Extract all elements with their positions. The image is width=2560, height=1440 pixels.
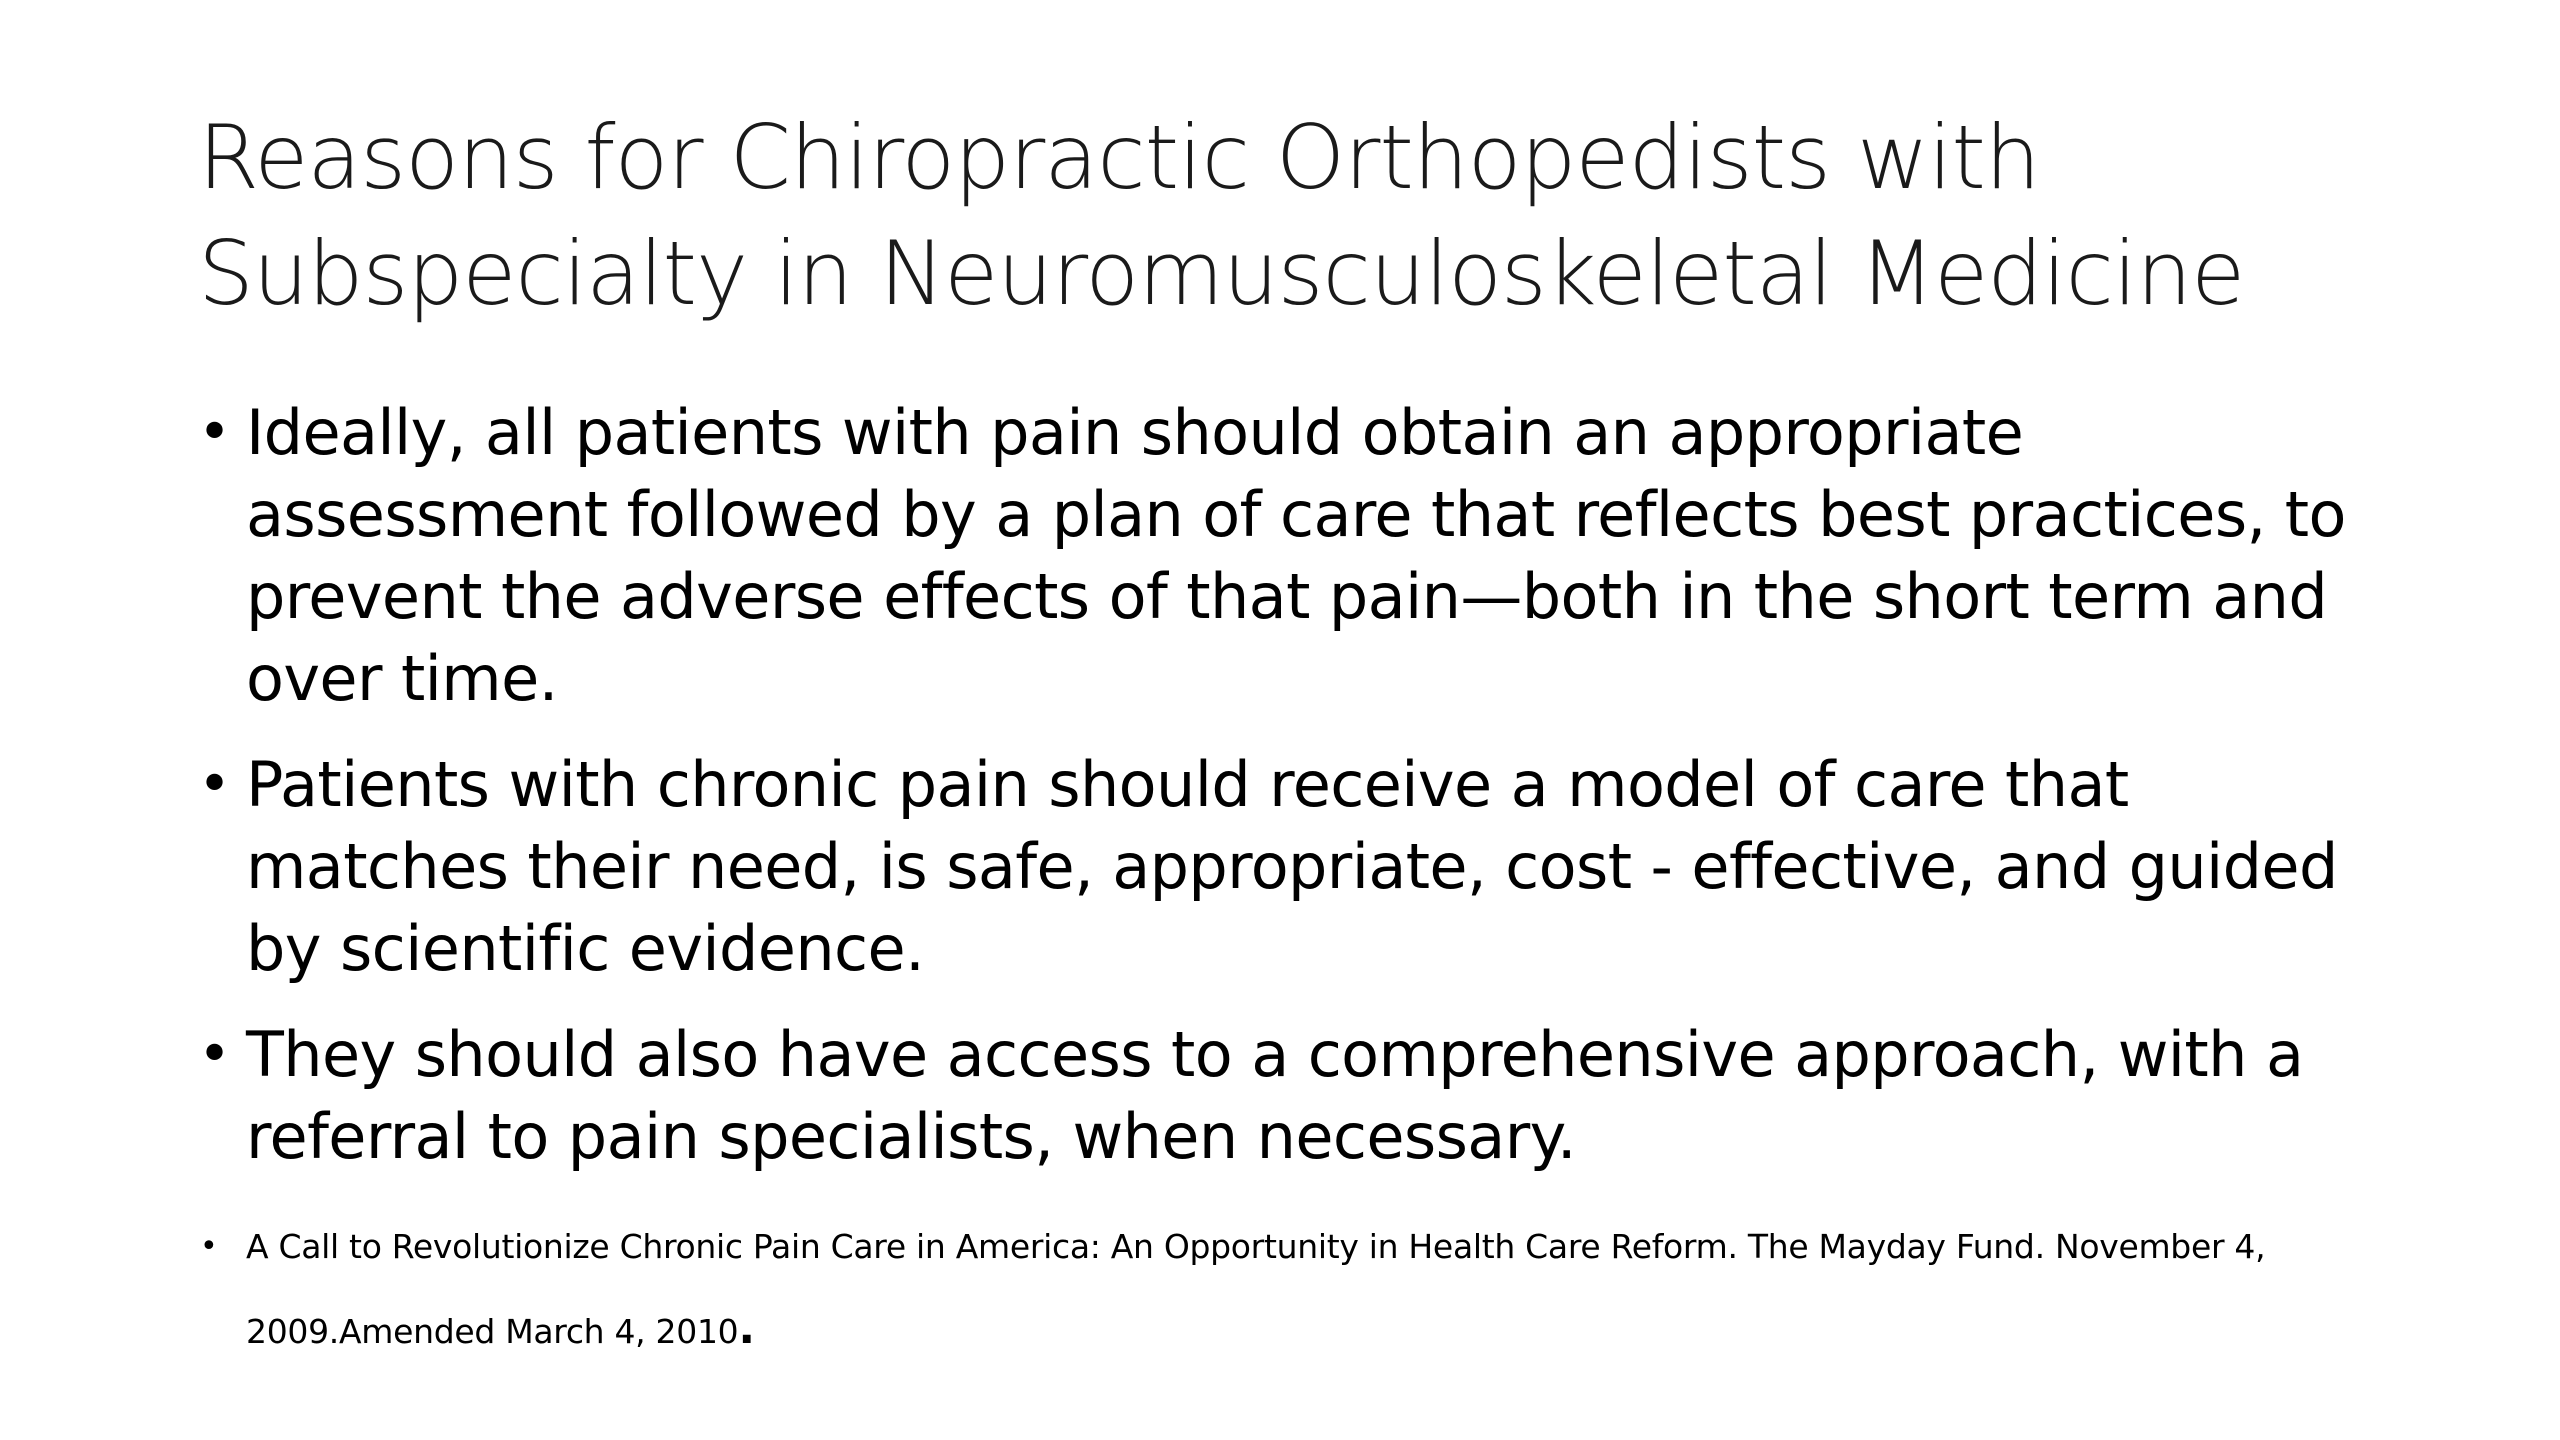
- bullet-marker: •: [200, 1229, 218, 1264]
- bullet-marker: •: [198, 1022, 231, 1087]
- citation-end-mark: .: [738, 1303, 755, 1354]
- bullet-item: [198, 744, 2398, 990]
- citation: [198, 1206, 2398, 1373]
- bullet-marker: •: [198, 400, 231, 465]
- slide-title: [198, 100, 2398, 332]
- bullet-marker: •: [198, 752, 231, 817]
- bullet-text-line: They should also have access to a comprehensive approach, with a: [246, 1018, 2304, 1091]
- bullet-text-line: matches their need, is safe, appropriate, cost - effective, and guided: [246, 830, 2338, 903]
- bullet-text-line: over time.: [246, 642, 558, 715]
- slide-title-line: Reasons for Chiropractic Orthopedists with: [198, 106, 2040, 209]
- bullet-item: [198, 392, 2398, 720]
- bullet-text-line: by scientific evidence.: [246, 912, 925, 985]
- bullet-text-line: Patients with chronic pain should receive a model of care that: [246, 748, 2129, 821]
- slide-title-line: Subspecialty in Neuromusculoskeletal Medicine: [198, 222, 2245, 325]
- citation-line-text: 2009.Amended March 4, 2010: [246, 1312, 739, 1351]
- bullet-text-line: referral to pain specialists, when necessary.: [246, 1100, 1576, 1173]
- citation-line: [246, 1288, 2398, 1373]
- bullet-list: [198, 392, 2398, 1373]
- bullet-text-line: Ideally, all patients with pain should obtain an appropriate: [246, 396, 2024, 469]
- citation-line: A Call to Revolutionize Chronic Pain Care in America: An Opportunity in Health Care Reform. The Mayday Fund. November 4,: [246, 1227, 2266, 1266]
- bullet-text-line: assessment followed by a plan of care that reflects best practices, to: [246, 478, 2346, 551]
- bullet-text-line: prevent the adverse effects of that pain—both in the short term and: [246, 560, 2328, 633]
- bullet-item: [198, 1014, 2398, 1178]
